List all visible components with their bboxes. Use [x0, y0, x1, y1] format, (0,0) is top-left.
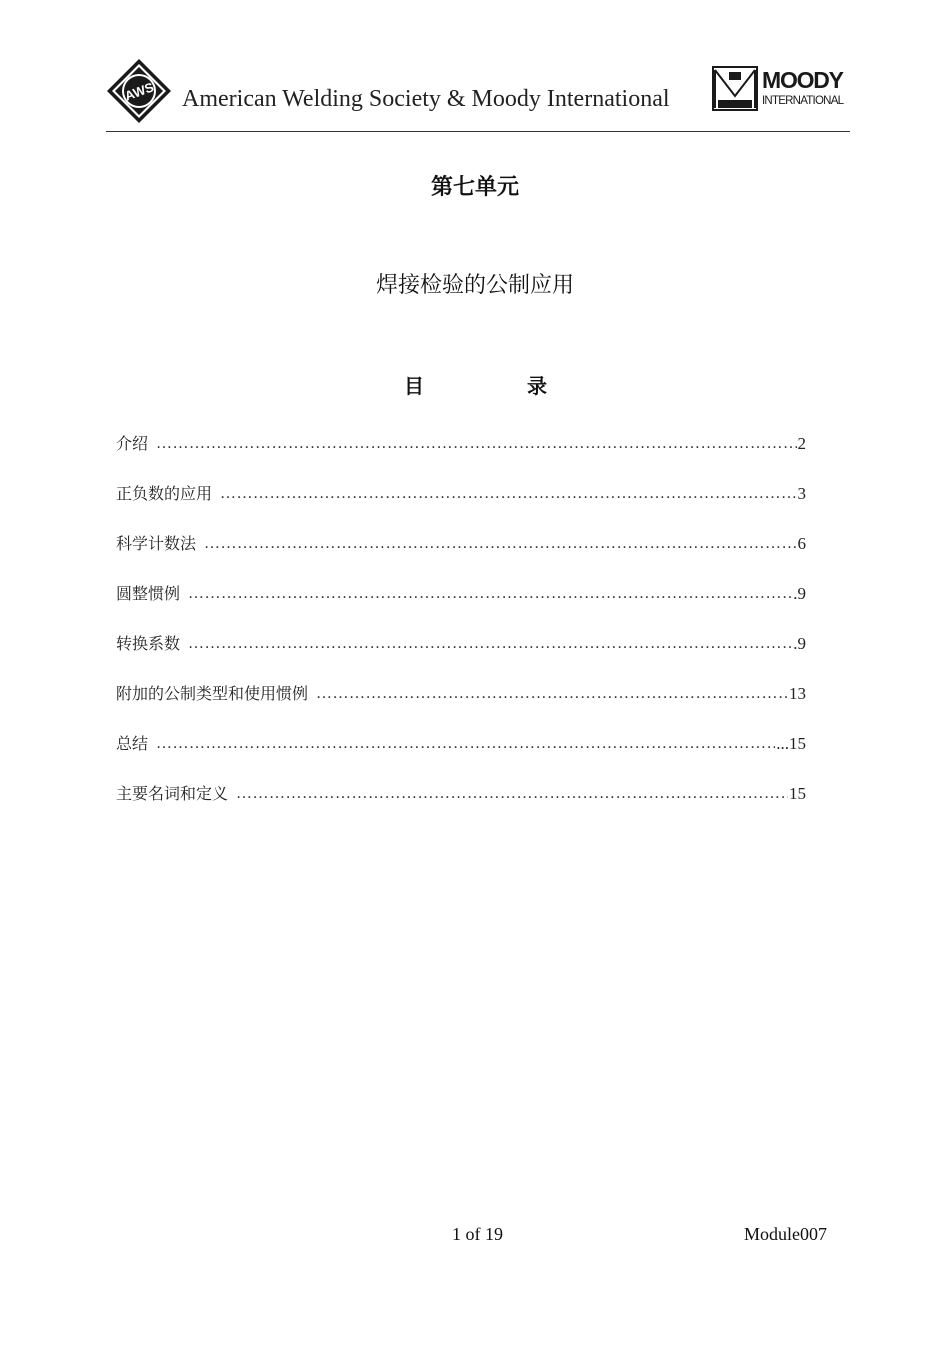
toc-entry[interactable] — [116, 432, 806, 482]
toc-heading-part2: 录 — [527, 374, 547, 398]
toc-leader-dots — [316, 682, 788, 706]
toc-entry[interactable] — [116, 482, 806, 532]
table-of-contents — [116, 432, 806, 832]
toc-entry-page: .9 — [793, 634, 806, 653]
moody-logo-subtext: INTERNATIONAL — [762, 95, 844, 107]
toc-entry[interactable] — [116, 782, 806, 832]
toc-entry-page: 13 — [789, 684, 806, 703]
toc-entry-page: 15 — [789, 784, 806, 803]
toc-entry[interactable] — [116, 532, 806, 582]
toc-entry-label: 介绍 — [116, 434, 149, 453]
toc-entry[interactable] — [116, 582, 806, 632]
toc-entry[interactable] — [116, 732, 806, 782]
header-divider — [106, 131, 850, 132]
toc-entry-page: .9 — [793, 584, 806, 603]
toc-leader-dots — [156, 732, 775, 756]
moody-logo — [712, 66, 848, 112]
toc-entry-page: 2 — [797, 434, 806, 453]
toc-entry-label: 总结 — [116, 734, 149, 753]
toc-entry-page: 6 — [797, 534, 806, 553]
main-title: 焊接检验的公制应用 — [375, 273, 574, 298]
toc-leader-dots — [188, 632, 792, 656]
footer-page-number: 1 of 19 — [452, 1224, 503, 1244]
toc-entry-label: 正负数的应用 — [116, 484, 213, 503]
toc-leader-dots — [236, 782, 788, 806]
toc-leader-dots — [188, 582, 792, 606]
toc-entry-label: 转换系数 — [116, 634, 181, 653]
toc-heading-part1: 目 — [404, 374, 424, 398]
toc-leader-dots — [220, 482, 796, 506]
aws-logo — [106, 58, 172, 124]
toc-entry-label: 主要名词和定义 — [116, 784, 229, 803]
toc-entry[interactable] — [116, 682, 806, 732]
toc-entry-label: 附加的公制类型和使用惯例 — [116, 684, 309, 703]
toc-leader-dots — [156, 432, 796, 456]
toc-entry-label: 科学计数法 — [116, 534, 197, 553]
header-title: American Welding Society & Moody International — [182, 86, 670, 112]
moody-logo-text: MOODY — [762, 67, 844, 93]
toc-entry-page: ...15 — [776, 734, 806, 753]
unit-title: 第七单元 — [430, 175, 519, 200]
footer-module-id: Module007 — [744, 1224, 827, 1244]
page-header — [106, 56, 850, 132]
toc-entry[interactable] — [116, 632, 806, 682]
toc-entry-page: 3 — [797, 484, 806, 503]
toc-leader-dots — [204, 532, 796, 556]
aws-logo-text: AWS — [122, 79, 156, 104]
toc-entry-label: 圆整惯例 — [116, 584, 181, 603]
